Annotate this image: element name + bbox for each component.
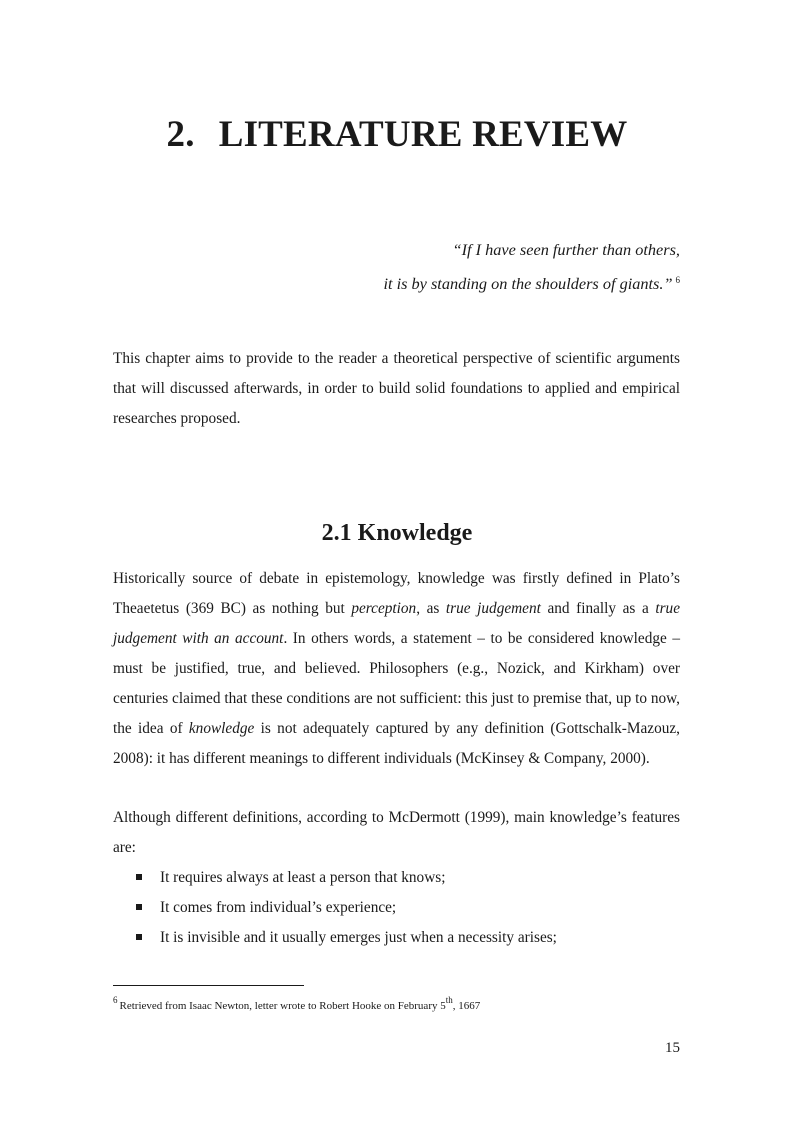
footnote-number: 6 <box>113 995 118 1005</box>
page-number: 15 <box>665 1040 680 1056</box>
footnote-separator <box>113 985 304 986</box>
emphasis-term: true judgement with an account <box>113 600 680 647</box>
emphasis-term: perception <box>351 600 417 617</box>
footnote-superscript: th <box>445 995 453 1005</box>
footnote-text: Retrieved from Isaac Newton, letter wrote to Robert Hooke on February 5 <box>119 1000 446 1012</box>
emphasis-term: knowledge <box>188 720 255 737</box>
list-item-text: It comes from individual’s experience; <box>160 899 397 916</box>
intro-paragraph: This chapter aims to provide to the reader a theoretical perspective of scientific arguments that will discussed afterwards, in order to build solid foundations to applied and empirical researches proposed. <box>113 350 680 427</box>
paragraph-text: and finally as a <box>540 600 656 617</box>
epigraph-line-2-text: it is by standing on the shoulders of giants.” <box>383 274 673 293</box>
chapter-title-text: LITERATURE REVIEW <box>218 114 628 155</box>
paragraph-text: . In others words, a statement – to be considered knowledge – must be justified, true, and believed. Philosophers (e.g., Nozick, and Kirkham) over centuries claimed that these conditions are not sufficient: this just to premise that, up to now, the idea of <box>113 630 681 737</box>
square-bullet-icon <box>136 904 142 910</box>
list-item-text: It is invisible and it usually emerges just when a necessity arises; <box>160 929 557 946</box>
chapter-title <box>0 113 794 156</box>
paragraph-text: is not adequately captured by any definition (Gottschalk-Mazouz, 2008): it has different meanings to different individuals (McKinsey & Company, 2000). <box>113 720 680 767</box>
paragraph-text: , as <box>416 600 446 617</box>
epigraph-line-1: “If I have seen further than others, <box>452 240 680 259</box>
list-item-text: It requires always at least a person that knows; <box>160 869 446 886</box>
section-heading: 2.1 Knowledge <box>321 520 473 546</box>
emphasis-term: true judgement <box>445 600 541 617</box>
chapter-number: 2. <box>166 114 195 155</box>
list-item <box>133 863 693 893</box>
knowledge-paragraph <box>113 564 680 774</box>
list-item <box>133 893 693 923</box>
epigraph-quote <box>383 235 680 299</box>
footnote <box>113 992 480 1014</box>
features-intro-paragraph: Although different definitions, according to McDermott (1999), main knowledge’s features are: <box>113 809 680 856</box>
footnote-text-end: , 1667 <box>452 1000 481 1012</box>
epigraph-line-2 <box>383 265 680 299</box>
features-list <box>133 863 693 953</box>
footnote-reference[interactable]: 6 <box>675 275 680 285</box>
list-item <box>133 923 693 953</box>
square-bullet-icon <box>136 934 142 940</box>
square-bullet-icon <box>136 874 142 880</box>
paragraph-text: Historically source of debate in epistemology, knowledge was firstly defined in Plato’s Theaetetus (369 BC) as nothing but <box>113 570 680 617</box>
